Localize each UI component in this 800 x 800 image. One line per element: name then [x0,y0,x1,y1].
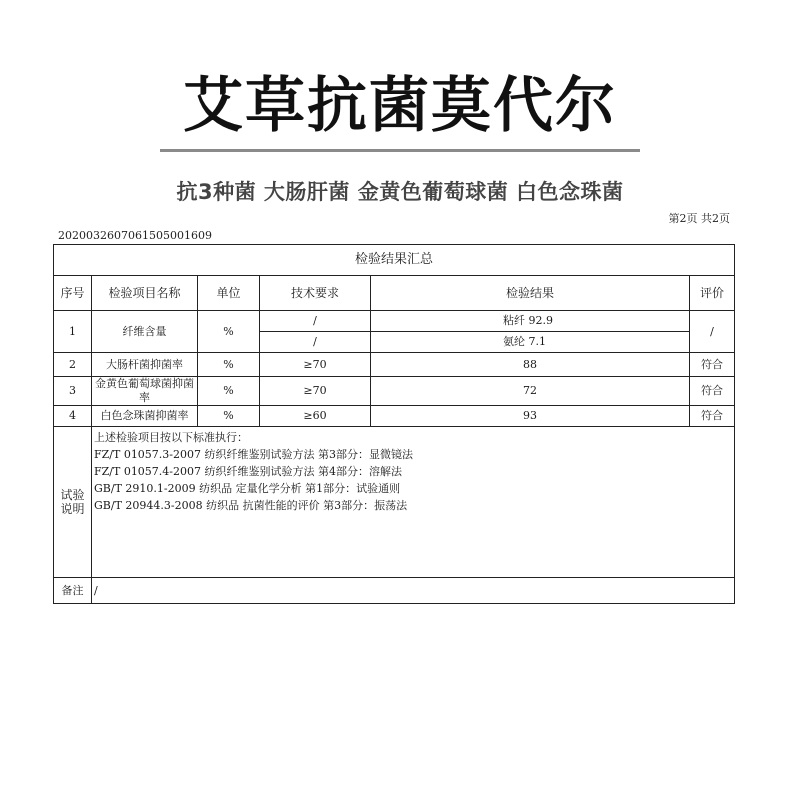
header-evaluation: 评价 [690,276,735,311]
row-requirement: / [260,311,371,332]
row-unit: % [198,406,260,427]
row-result: 93 [371,406,690,427]
document-title: 艾草抗菌莫代尔 [183,71,617,141]
remark-value: / [92,578,735,604]
test-notes-row [54,427,735,578]
header-no: 序号 [54,276,92,311]
row-requirement: ≥70 [260,353,371,377]
note-line: GB/T 20944.3-2008 纺织品 抗菌性能的评价 第3部分：振荡法 [94,499,408,512]
header-result: 检验结果 [371,276,690,311]
table-row [54,406,735,427]
row-item: 金黄色葡萄球菌抑菌率 [92,377,198,406]
header-requirement: 技术要求 [260,276,371,311]
row-evaluation: 符合 [690,406,735,427]
row-unit: % [198,377,260,406]
page-info: 第2页 共2页 [668,212,730,225]
row-item: 纤维含量 [92,311,198,353]
table-row [54,311,735,332]
row-item: 白色念珠菌抑菌率 [92,406,198,427]
row-result: 72 [371,377,690,406]
row-no: 1 [54,311,92,353]
subtitle: 抗3种菌 大肠肝菌 金黄色葡萄球菌 白色念珠菌 [176,180,624,204]
row-requirement: ≥70 [260,377,371,406]
table-caption: 检验结果汇总 [54,245,735,276]
note-line: FZ/T 01057.4-2007 纺织纤维鉴别试验方法 第4部分：溶解法 [94,465,403,478]
note-line: 上述检验项目按以下标准执行： [94,431,248,444]
title-divider [160,149,640,152]
row-result: 88 [371,353,690,377]
row-no: 4 [54,406,92,427]
header-item: 检验项目名称 [92,276,198,311]
notes-body [92,427,735,578]
table-row [54,353,735,377]
row-unit: % [198,311,260,353]
row-requirement: / [260,332,371,353]
row-item: 大肠杆菌抑菌率 [92,353,198,377]
remark-label: 备注 [54,578,92,604]
remark-row [54,578,735,604]
report-number: 20200326070615050016​09 [58,229,212,242]
row-result: 粘纤 92.9 [371,311,690,332]
row-no: 2 [54,353,92,377]
row-result: 氨纶 7.1 [371,332,690,353]
results-table [53,244,735,604]
row-evaluation: / [690,311,735,353]
notes-label: 试验说明 [54,427,92,578]
header-unit: 单位 [198,276,260,311]
table-header-row [54,276,735,311]
row-evaluation: 符合 [690,353,735,377]
row-evaluation: 符合 [690,377,735,406]
note-line: GB/T 2910.1-2009 纺织品 定量化学分析 第1部分：试验通则 [94,482,401,495]
row-requirement: ≥60 [260,406,371,427]
row-unit: % [198,353,260,377]
table-row [54,377,735,406]
row-no: 3 [54,377,92,406]
note-line: FZ/T 01057.3-2007 纺织纤维鉴别试验方法 第3部分：显微镜法 [94,448,414,461]
